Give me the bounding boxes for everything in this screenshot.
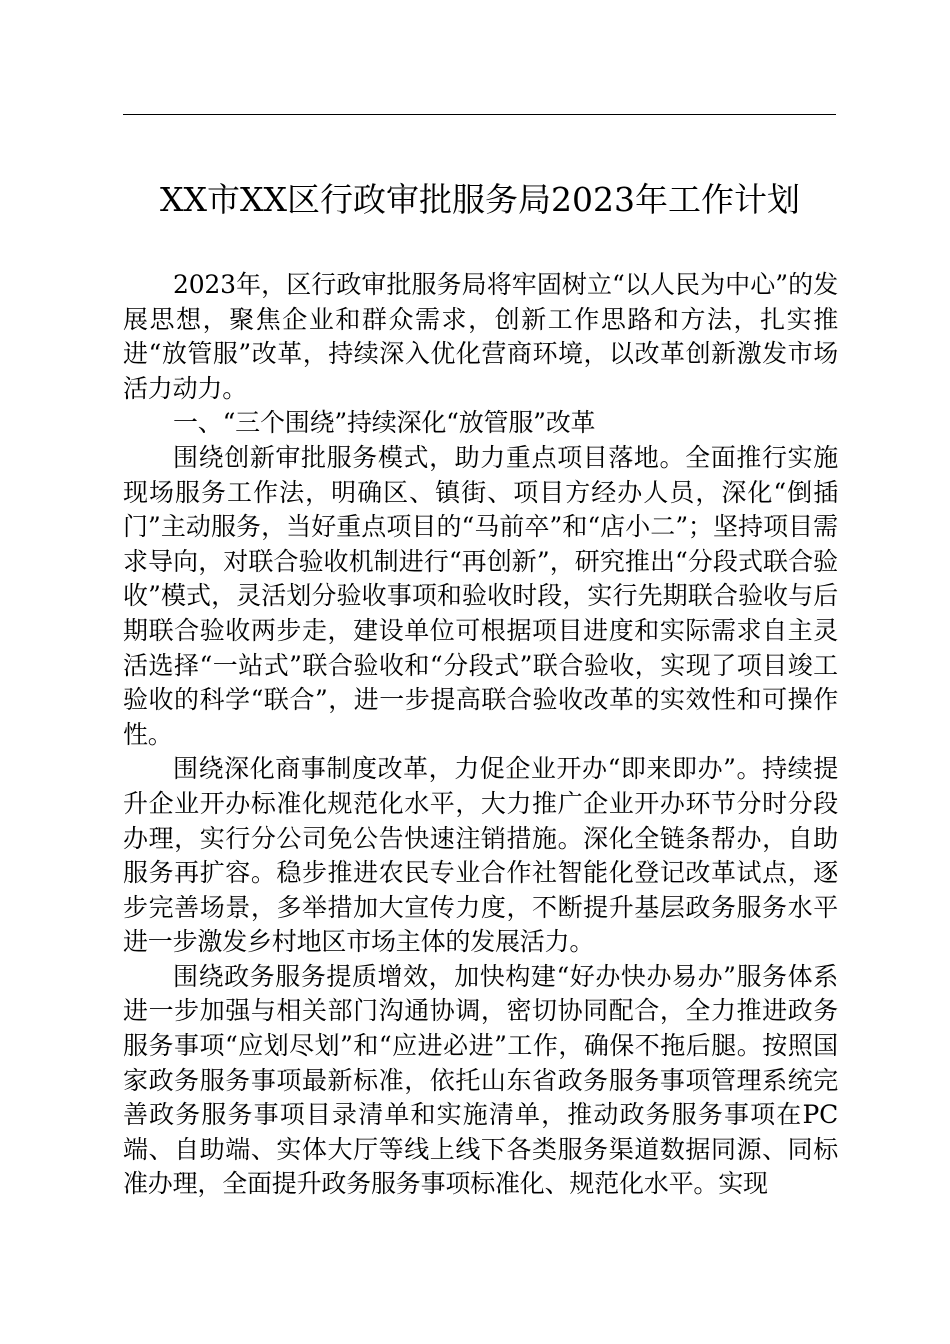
paragraph-government-services: 围绕政务服务提质增效，加快构建“好办快办易办”服务体系进一步加强与相关部门沟通协调，密切协同配合，全力推进政务服务事项“应划尽划”和“应进必进”工作，确保不拖后腿。按照国家政务服务事项最新标准，依托山东省政务服务事项管理系统完善政务服务事项目录清单和实施清单，推动政务服务事项在PC端、自助端、实体大厅等线上线下各类服务渠道数据同源、同标准办理，全面提升政务服务事项标准化、规范化水平。实现 [123,961,838,1199]
section-heading: 一、“三个围绕”持续深化“放管服”改革 [173,408,596,438]
paragraph-commercial-reform: 围绕深化商事制度改革，力促企业开办“即来即办”。持续提升企业开办标准化规范化水平，大力推广企业开办环节分时分段办理，实行分公司免公告快速注销措施。深化全链条帮办，自助服务再扩容。稳步推进农民专业合作社智能化登记改革试点，逐步完善场景，多举措加大宣传力度，不断提升基层政务服务水平进一步激发乡村地区市场主体的发展活力。 [123,754,838,957]
paragraph-approval-model: 围绕创新审批服务模式，助力重点项目落地。全面推行实施现场服务工作法，明确区、镇街、项目方经办人员，深化“倒插门”主动服务，当好重点项目的“马前卒”和“店小二”；坚持项目需求导向，对联合验收机制进行“再创新”，研究推出“分段式联合验收”模式，灵活划分验收事项和验收时段，实行先期联合验收与后期联合验收两步走，建设单位可根据项目进度和实际需求自主灵活选择“一站式”联合验收和“分段式”联合验收，实现了项目竣工验收的科学“联合”，进一步提高联合验收改革的实效性和可操作性。 [123,442,838,749]
header-rule [123,114,836,115]
document-body [123,268,838,1202]
document-title: XX市XX区行政审批服务局2023年工作计划 [160,180,800,219]
paragraph-intro: 2023年，区行政审批服务局将牢固树立“以人民为中心”的发展思想，聚焦企业和群众需求，创新工作思路和方法，扎实推进“放管服”改革，持续深入优化营商环境，以改革创新激发市场活力动力。 [123,270,838,403]
